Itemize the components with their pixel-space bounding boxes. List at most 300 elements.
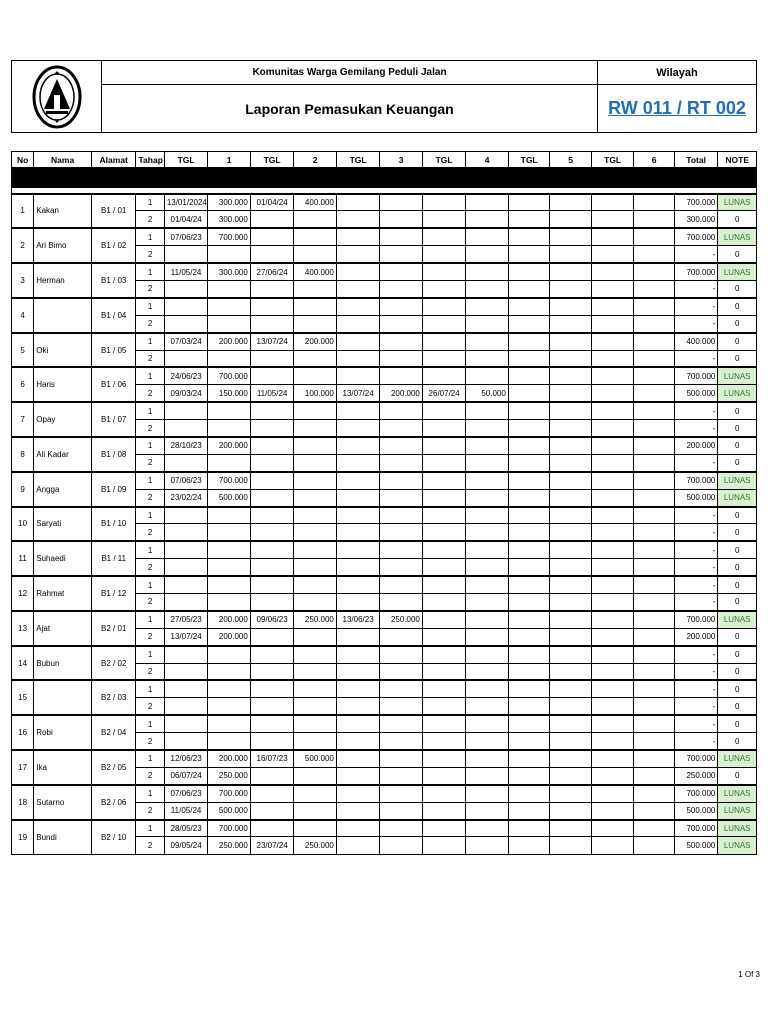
stage-number: 1: [136, 646, 164, 663]
resident-address: B2 / 10: [91, 820, 136, 855]
payment-amount: 500.000: [208, 489, 251, 506]
payment-date: [508, 698, 550, 715]
payment-date: 09/06/23: [250, 611, 294, 628]
payment-date: [422, 315, 466, 332]
payment-amount: [294, 367, 337, 384]
payment-date: [591, 333, 634, 350]
status-note: 0: [718, 733, 757, 750]
payment-date: [250, 367, 294, 384]
table-row: [12, 785, 757, 802]
resident-number: 4: [12, 298, 34, 333]
status-note: 0: [718, 246, 757, 263]
stage-number: 2: [136, 420, 164, 437]
payment-amount: [380, 211, 423, 228]
stage-number: 2: [136, 837, 164, 854]
community-logo: [12, 61, 102, 132]
table-header-row: [12, 152, 757, 168]
payment-amount: [466, 611, 509, 628]
stage-number: 2: [136, 246, 164, 263]
status-note: 0: [718, 420, 757, 437]
payment-date: [508, 367, 550, 384]
payment-date: [250, 507, 294, 524]
payment-date: [250, 680, 294, 697]
payment-amount: [380, 767, 423, 784]
payment-date: 09/05/24: [164, 837, 208, 854]
payment-amount: [550, 507, 592, 524]
payment-date: [508, 211, 550, 228]
payment-date: 07/03/24: [164, 333, 208, 350]
payment-amount: [380, 298, 423, 315]
status-note: 0: [718, 576, 757, 593]
payment-amount: [294, 715, 337, 732]
payment-date: [336, 767, 380, 784]
resident-number: 14: [12, 646, 34, 681]
resident-name: Robi: [34, 715, 92, 750]
row-total: 500.000: [674, 489, 718, 506]
payment-amount: [466, 350, 509, 367]
resident-number: 16: [12, 715, 34, 750]
payment-date: [591, 767, 634, 784]
row-total: -: [674, 698, 718, 715]
payment-amount: [550, 576, 592, 593]
payment-date: [591, 646, 634, 663]
resident-number: 15: [12, 680, 34, 715]
payment-amount: [208, 454, 251, 471]
row-total: -: [674, 646, 718, 663]
payment-date: [508, 733, 550, 750]
stage-number: 1: [136, 611, 164, 628]
table-row: [12, 541, 757, 558]
payment-amount: [380, 802, 423, 819]
column-header: TGL: [336, 152, 380, 168]
payment-amount: [550, 524, 592, 541]
row-total: -: [674, 541, 718, 558]
payment-date: 27/05/23: [164, 611, 208, 628]
payment-date: [422, 559, 466, 576]
payment-date: 24/06/23: [164, 367, 208, 384]
payment-amount: [380, 402, 423, 419]
payment-date: [591, 402, 634, 419]
table-row: [12, 228, 757, 245]
payment-date: [422, 733, 466, 750]
payment-amount: [550, 715, 592, 732]
payment-date: [336, 628, 380, 645]
row-total: 500.000: [674, 385, 718, 402]
stage-number: 1: [136, 228, 164, 245]
row-total: 250.000: [674, 767, 718, 784]
payment-date: [422, 211, 466, 228]
payment-date: [508, 785, 550, 802]
payment-amount: [634, 333, 674, 350]
payment-amount: [208, 507, 251, 524]
column-header: NOTE: [718, 152, 757, 168]
payment-amount: [634, 385, 674, 402]
payment-amount: [550, 785, 592, 802]
payment-date: [336, 646, 380, 663]
stage-number: 1: [136, 541, 164, 558]
row-total: 500.000: [674, 802, 718, 819]
stage-number: 1: [136, 298, 164, 315]
payment-date: [422, 715, 466, 732]
row-total: 400.000: [674, 333, 718, 350]
status-note: 0: [718, 333, 757, 350]
row-total: 700.000: [674, 785, 718, 802]
payment-amount: [550, 437, 592, 454]
payment-amount: [550, 837, 592, 854]
column-header: TGL: [591, 152, 634, 168]
payment-date: [591, 246, 634, 263]
payment-date: [422, 785, 466, 802]
payment-amount: 400.000: [294, 263, 337, 280]
table-row: [12, 715, 757, 732]
payment-date: [336, 333, 380, 350]
stage-number: 2: [136, 385, 164, 402]
payment-amount: 700.000: [208, 820, 251, 837]
stage-number: 2: [136, 280, 164, 297]
resident-number: 7: [12, 402, 34, 437]
paid-status-badge: LUNAS: [718, 802, 757, 819]
payment-date: [422, 333, 466, 350]
payment-amount: [380, 733, 423, 750]
payment-amount: [208, 576, 251, 593]
payment-amount: [634, 837, 674, 854]
row-total: 200.000: [674, 437, 718, 454]
payment-date: [591, 733, 634, 750]
payment-date: [422, 628, 466, 645]
payment-amount: [380, 454, 423, 471]
payment-date: [336, 524, 380, 541]
payment-date: [508, 489, 550, 506]
payment-amount: [634, 420, 674, 437]
payment-amount: [634, 628, 674, 645]
payment-date: 13/07/24: [336, 385, 380, 402]
row-total: -: [674, 715, 718, 732]
payment-amount: [550, 315, 592, 332]
payment-amount: [294, 802, 337, 819]
payment-date: [336, 663, 380, 680]
payment-date: [508, 802, 550, 819]
payment-amount: 150.000: [208, 385, 251, 402]
payment-date: [591, 315, 634, 332]
status-note: 0: [718, 646, 757, 663]
payment-date: [336, 263, 380, 280]
paid-status-badge: LUNAS: [718, 837, 757, 854]
resident-number: 8: [12, 437, 34, 472]
payment-date: [336, 315, 380, 332]
payment-amount: 300.000: [208, 211, 251, 228]
payment-date: [508, 437, 550, 454]
payment-date: 27/06/24: [250, 263, 294, 280]
payment-amount: [294, 507, 337, 524]
resident-name: Oki: [34, 333, 92, 368]
payment-date: [508, 837, 550, 854]
payment-date: [336, 785, 380, 802]
row-total: 700.000: [674, 611, 718, 628]
paid-status-badge: LUNAS: [718, 750, 757, 767]
payment-amount: [550, 454, 592, 471]
payment-date: [422, 472, 466, 489]
payment-date: [164, 524, 208, 541]
resident-name: Saryati: [34, 507, 92, 542]
resident-address: B1 / 02: [91, 228, 136, 263]
status-note: 0: [718, 350, 757, 367]
table-row: [12, 472, 757, 489]
payment-date: [250, 420, 294, 437]
payment-amount: [550, 680, 592, 697]
payment-date: [591, 628, 634, 645]
payment-date: [250, 541, 294, 558]
payment-amount: [550, 298, 592, 315]
payment-date: [250, 593, 294, 610]
resident-name: Angga: [34, 472, 92, 507]
payment-date: [250, 785, 294, 802]
payment-date: [250, 559, 294, 576]
payment-date: [336, 420, 380, 437]
stage-number: 2: [136, 593, 164, 610]
payment-date: 13/01/2024: [164, 194, 208, 211]
resident-number: 1: [12, 194, 34, 229]
payment-date: [422, 524, 466, 541]
payment-date: [422, 750, 466, 767]
payment-amount: [550, 263, 592, 280]
payment-date: [591, 489, 634, 506]
payment-date: [250, 246, 294, 263]
payment-date: [591, 280, 634, 297]
payment-amount: [634, 663, 674, 680]
stage-number: 1: [136, 333, 164, 350]
payment-date: 28/05/23: [164, 820, 208, 837]
payment-amount: [466, 333, 509, 350]
payment-amount: [294, 559, 337, 576]
page-number: 1 Of 3: [738, 970, 760, 979]
payment-date: [591, 820, 634, 837]
payment-amount: [466, 420, 509, 437]
payment-date: [336, 350, 380, 367]
payment-amount: 200.000: [208, 333, 251, 350]
payment-date: [422, 576, 466, 593]
payment-amount: [550, 472, 592, 489]
stage-number: 1: [136, 194, 164, 211]
resident-address: B2 / 03: [91, 680, 136, 715]
payment-amount: [634, 263, 674, 280]
payment-amount: [466, 663, 509, 680]
resident-address: B1 / 07: [91, 402, 136, 437]
payment-amount: 50.000: [466, 385, 509, 402]
payment-date: [250, 315, 294, 332]
payment-date: [250, 733, 294, 750]
payment-date: [422, 593, 466, 610]
payment-date: [508, 298, 550, 315]
payment-date: [508, 350, 550, 367]
resident-number: 13: [12, 611, 34, 646]
resident-address: B2 / 06: [91, 785, 136, 820]
payment-amount: 200.000: [208, 611, 251, 628]
payment-amount: 300.000: [208, 263, 251, 280]
payment-amount: [380, 194, 423, 211]
resident-address: B1 / 01: [91, 194, 136, 229]
table-row: [12, 194, 757, 211]
payment-amount: [466, 524, 509, 541]
payment-amount: [380, 541, 423, 558]
payment-amount: [294, 767, 337, 784]
stage-number: 2: [136, 524, 164, 541]
resident-address: B1 / 04: [91, 298, 136, 333]
payment-date: [591, 541, 634, 558]
payment-amount: 200.000: [208, 628, 251, 645]
row-total: 700.000: [674, 367, 718, 384]
resident-address: B1 / 03: [91, 263, 136, 298]
table-row: [12, 507, 757, 524]
payment-amount: [550, 333, 592, 350]
payment-date: [591, 524, 634, 541]
row-total: -: [674, 680, 718, 697]
resident-address: B1 / 05: [91, 333, 136, 368]
payment-date: [508, 680, 550, 697]
payment-amount: [380, 315, 423, 332]
payment-date: [422, 802, 466, 819]
payment-date: [422, 698, 466, 715]
payment-date: [591, 507, 634, 524]
payment-amount: 700.000: [208, 228, 251, 245]
payment-date: [591, 680, 634, 697]
payment-date: [164, 663, 208, 680]
payment-date: [250, 524, 294, 541]
payment-amount: [466, 767, 509, 784]
payment-date: [508, 507, 550, 524]
payment-amount: [208, 663, 251, 680]
payment-date: [250, 454, 294, 471]
payment-date: [508, 280, 550, 297]
column-header: TGL: [250, 152, 294, 168]
payment-amount: [294, 472, 337, 489]
payment-date: [336, 559, 380, 576]
payment-amount: [208, 246, 251, 263]
community-seal-icon: [32, 65, 82, 129]
status-note: 0: [718, 280, 757, 297]
stage-number: 2: [136, 628, 164, 645]
payment-amount: [550, 559, 592, 576]
payment-amount: [634, 698, 674, 715]
stage-number: 1: [136, 820, 164, 837]
payment-date: [591, 211, 634, 228]
resident-address: B1 / 09: [91, 472, 136, 507]
payment-amount: [294, 402, 337, 419]
payment-amount: [380, 559, 423, 576]
payment-amount: [634, 246, 674, 263]
payment-amount: [208, 524, 251, 541]
payment-amount: [294, 298, 337, 315]
payment-amount: [466, 680, 509, 697]
payment-date: [591, 698, 634, 715]
stage-number: 2: [136, 454, 164, 471]
payment-amount: [208, 280, 251, 297]
payment-amount: [466, 472, 509, 489]
payment-amount: [380, 524, 423, 541]
payment-amount: [294, 820, 337, 837]
payment-amount: [466, 211, 509, 228]
payment-amount: [380, 715, 423, 732]
payment-date: [508, 576, 550, 593]
status-note: 0: [718, 680, 757, 697]
payment-amount: [466, 315, 509, 332]
column-header: TGL: [508, 152, 550, 168]
payment-amount: [634, 611, 674, 628]
payment-amount: [634, 489, 674, 506]
payment-date: [336, 228, 380, 245]
payment-date: [422, 507, 466, 524]
payment-amount: [634, 228, 674, 245]
paid-status-badge: LUNAS: [718, 228, 757, 245]
payment-date: [164, 541, 208, 558]
status-note: 0: [718, 402, 757, 419]
payment-amount: 250.000: [208, 837, 251, 854]
payment-amount: [550, 663, 592, 680]
row-total: -: [674, 559, 718, 576]
table-row: [12, 263, 757, 280]
stage-number: 1: [136, 472, 164, 489]
payment-amount: [466, 715, 509, 732]
payment-date: [422, 767, 466, 784]
payment-amount: [550, 541, 592, 558]
payment-amount: 250.000: [380, 611, 423, 628]
payment-date: [422, 402, 466, 419]
payment-amount: [380, 628, 423, 645]
resident-name: Suhaedi: [34, 541, 92, 576]
payment-amount: [634, 750, 674, 767]
payment-amount: [634, 715, 674, 732]
payment-amount: 200.000: [380, 385, 423, 402]
payment-amount: [294, 646, 337, 663]
payment-amount: [208, 646, 251, 663]
payment-date: [591, 367, 634, 384]
payment-date: [336, 437, 380, 454]
payment-amount: [550, 733, 592, 750]
payment-date: [591, 837, 634, 854]
payment-amount: [294, 680, 337, 697]
column-header: TGL: [422, 152, 466, 168]
payment-date: [508, 263, 550, 280]
payment-amount: [466, 541, 509, 558]
payment-amount: [380, 680, 423, 697]
paid-status-badge: LUNAS: [718, 472, 757, 489]
resident-name: Ari Bimo: [34, 228, 92, 263]
payment-date: [508, 628, 550, 645]
payment-amount: [466, 802, 509, 819]
payment-date: [508, 559, 550, 576]
payment-date: [508, 385, 550, 402]
payment-amount: [380, 437, 423, 454]
status-note: 0: [718, 524, 757, 541]
report-header: [11, 60, 757, 133]
payment-date: [336, 715, 380, 732]
payment-date: [250, 628, 294, 645]
payment-date: [508, 715, 550, 732]
status-note: 0: [718, 715, 757, 732]
payment-date: [336, 454, 380, 471]
payment-amount: [466, 785, 509, 802]
payment-date: 23/07/24: [250, 837, 294, 854]
payment-date: 23/02/24: [164, 489, 208, 506]
payment-amount: [466, 367, 509, 384]
resident-name: Ajat: [34, 611, 92, 646]
table-row: [12, 750, 757, 767]
payment-amount: [466, 576, 509, 593]
stage-number: 1: [136, 367, 164, 384]
payment-amount: [294, 628, 337, 645]
payment-date: [591, 385, 634, 402]
resident-name: Haris: [34, 367, 92, 402]
table-row: [12, 437, 757, 454]
